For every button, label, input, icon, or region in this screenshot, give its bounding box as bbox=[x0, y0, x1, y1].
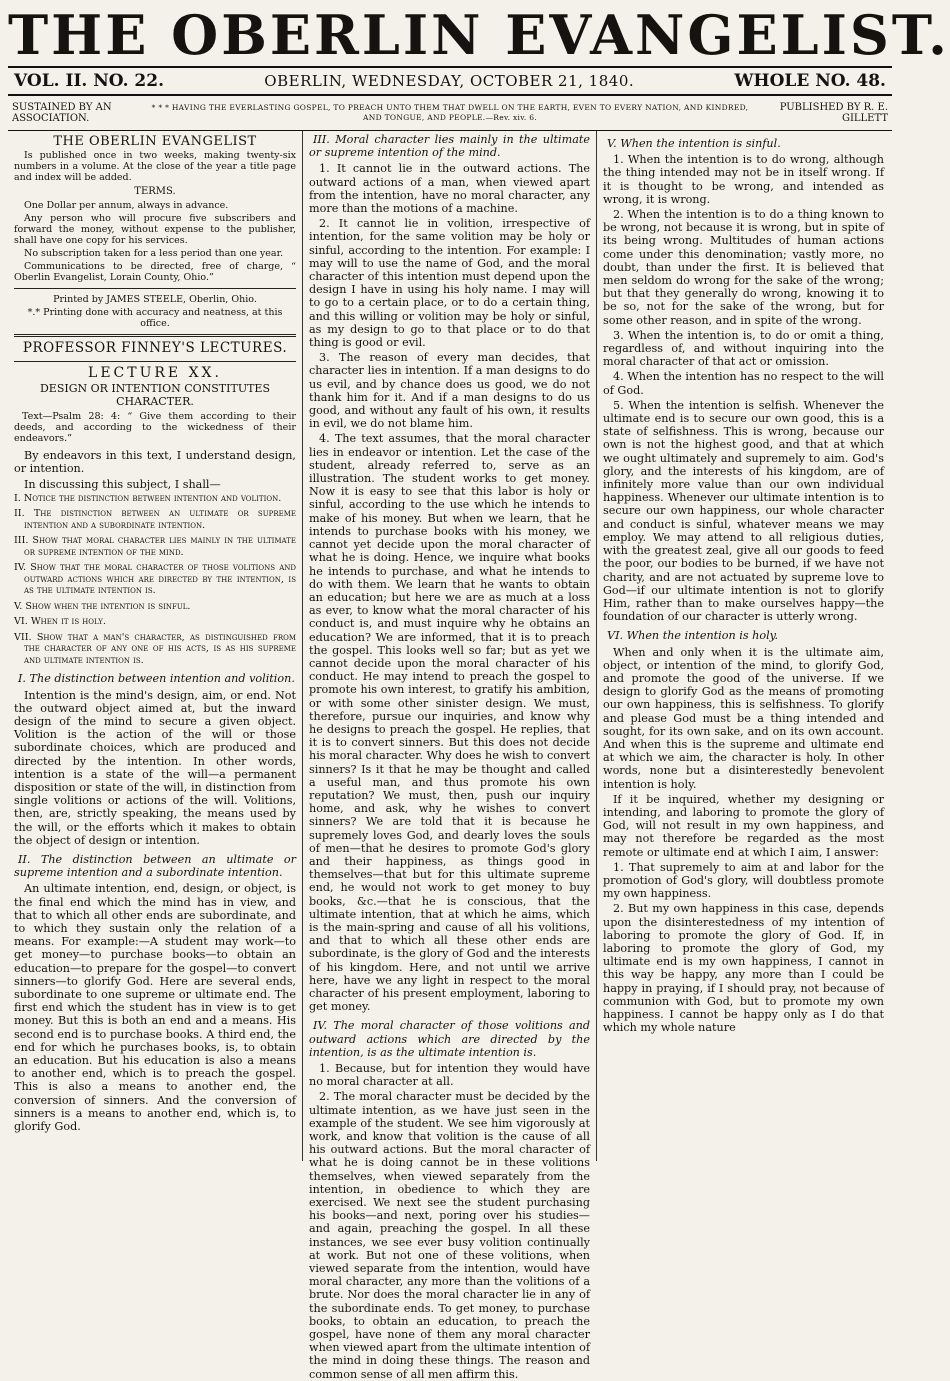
motto: * * * HAVING THE EVERLASTING GOSPEL, TO PREACH UNTO THEM THAT DWELL ON THE EARTH, EVEN TO EVERY NATION, AND KINDRED, AND TONGUE, AND PEOPLE.—Rev. xiv. 6. bbox=[151, 103, 749, 122]
paragraph: 3. The reason of every man decides, that character lies in intention. If a man designs to do us evil, and by chance does us good, we do not thank him for it. And if a man designs to do us good, and without any fault of his own, it results in evil, we do not blame him. bbox=[309, 351, 590, 431]
term-item: Communications to be directed, free of charge, “ Oberlin Evangelist, Lorain County, Ohio.” bbox=[14, 261, 296, 284]
outline-item: V. Show when the intention is sinful. bbox=[14, 600, 191, 612]
paragraph: 1. Because, but for intention they would have no moral character at all. bbox=[309, 1062, 590, 1089]
outline-item: VII. Show that a man's character, as distinguished from the character of any one of his acts, is as his supreme and ultimate intention is. bbox=[14, 631, 296, 666]
subhead bbox=[8, 96, 892, 130]
paragraph: 2. It cannot lie in volition, irrespective of intention, for the same volition may be holy or sinful, according to the intention. For example: I may will to use the name of God, and the moral character of this intention must depend upon the design I have in using his holy name. I may will to go to a certain place, or to do a certain thing, and this willing or volition may be holy or sinful, as my design to go to that place or to do that thing is good or evil. bbox=[309, 217, 590, 350]
paragraph: 4. When the intention has no respect to the will of God. bbox=[603, 370, 884, 397]
divider bbox=[14, 361, 296, 362]
whole-number: WHOLE NO. 48. bbox=[734, 71, 886, 91]
terms-title: TERMS. bbox=[134, 186, 176, 198]
publisher: PUBLISHED BY R. E. GILLETT bbox=[779, 102, 888, 124]
paragraph: 2. When the intention is to do a thing known to be wrong, not because it is wrong, but in spite of its being wrong. Multitudes of human actions come under this denomination; vastly more, no doubt, than under the first. It is believed that men seldom do wrong for the sake of the wrong; but that they generally do wrong, knowing it to be so, not for the sake of the wrong, but for some other reason, and in spite of the wrong. bbox=[603, 208, 884, 327]
outline-item: IV. Show that the moral character of those volitions and outward actions which are directed by the intention, is as the ultimate intention is. bbox=[14, 562, 296, 597]
volume-number: VOL. II. NO. 22. bbox=[14, 71, 164, 91]
column-2 bbox=[302, 131, 596, 1381]
paragraph: 2. But my own happiness in this case, depends upon the disinterestedness of my intention of laboring to promote the glory of God. If, in laboring to promote the glory of God, my ultimate end is my own happiness, I cannot in this way be happy, any more than I could be happy in praying, if I should pray, not because of communion with God, but to promote my own happiness. I cannot be happy only as I do that which my whole nature bbox=[603, 902, 884, 1035]
printer-note: *.* Printing done with accuracy and neatness, at this office. bbox=[27, 307, 283, 330]
paragraph: In discussing this subject, I shall— bbox=[24, 477, 221, 491]
info-title: THE OBERLIN EVANGELIST bbox=[53, 134, 257, 149]
section-heading: II. The distinction between an ultimate or supreme intention and a subordinate intention. bbox=[14, 852, 296, 880]
section-heading: III. Moral character lies mainly in the ultimate or supreme intention of the mind. bbox=[309, 133, 590, 160]
section-heading: V. When the intention is sinful. bbox=[607, 137, 781, 150]
paragraph: When and only when it is the ultimate aim, object, or intention of the mind, to glorify God, and promote the good of the universe. If we design to glorify God as the means of promoting our own happiness, this is selfishness. To glorify and please God must be a thing intended and sought, for its own sake, and on its own account. And when this is the supreme and ultimate end at which we aim, the character is holy. In other words, none but a disinterestedly benevolent intention is holy. bbox=[603, 645, 884, 791]
section-heading: VI. When the intention is holy. bbox=[607, 629, 779, 643]
paragraph: 1. It cannot lie in the outward actions. The outward actions of a man, when viewed apart from the intention, have no moral character, any more than the motions of a machine. bbox=[309, 162, 590, 216]
paragraph: 5. When the intention is selfish. Whenever the ultimate end is to secure our own good, this is a state of selfishness. This is wrong, because our own is not the highest good, and that at which we ought ultimately and supremely to aim. God's glory, and the interests of his kingdom, are of infinitely more value than our own individual happiness. Whenever our ultimate intention is to secure our own happiness, our whole character and conduct is sinful, whatever means we may employ. We may attend to all religious duties, with the greatest zeal, give all our goods to feed the poor, our bodies to be burned, if we have not charity, and are not actuated by supreme love to God—if our ultimate intention is not to glorify Him, rather than to make ourselves happy—the foundation of our character is utterly wrong. bbox=[603, 398, 884, 624]
term-item: No subscription taken for a less period than one year. bbox=[24, 248, 284, 260]
divider bbox=[14, 334, 296, 337]
issue-line bbox=[8, 68, 892, 94]
column-3 bbox=[596, 131, 890, 1161]
lecture-series: PROFESSOR FINNEY'S LECTURES. bbox=[22, 340, 288, 357]
paragraph: An ultimate intention, end, design, or object, is the final end which the mind has in view, and that to which all other ends are subordinate, and to which they sustain only the relation of a means. For example:—A student may work—to get money—to purchase books—to obtain an education—to prepare for the gospel—to convert sinners—to glorify God. Here are several ends, subordinate to one supreme or ultimate end. The first end which the student has in view is to get money. But this is both an end and a means. His second end is to purchase books. A third end, the end for which he purchases books, is, to obtain an education. But his education is also a means to another end, which is to preach the gospel. This is also a means to another end, the conversion of sinners. And the conversion of sinners is a means to another end, which is, to glorify God. bbox=[14, 882, 296, 1134]
paragraph: 1. When the intention is to do wrong, although the thing intended may not be in itself wrong. If it is thought to be wrong, and intended as wrong, it is wrong. bbox=[603, 153, 884, 206]
term-item: Any person who will procure five subscribers and forward the money, without expense to the publisher, shall have one copy for his services. bbox=[14, 213, 296, 247]
outline-item: VI. When it is holy. bbox=[14, 616, 106, 628]
section-heading: IV. The moral character of those volitions and outward actions which are directed by the intention, is as the ultimate intention is. bbox=[309, 1019, 590, 1059]
paragraph: By endeavors in this text, I understand design, or intention. bbox=[14, 449, 296, 476]
outline-item: III. Show that moral character lies mainly in the ultimate or supreme intention of the mind. bbox=[14, 535, 296, 558]
paragraph: 4. The text assumes, that the moral character lies in endeavor or intention. Let the case of the student, already referred to, serve as an illustration. The student works to get money. Now it is easy to see that this labor is holy or sinful, according to the use which he intends to make of his money. But when we learn, that he intends to purchase books with his money, we cannot yet decide upon the moral character of what he is doing. Hence, we inquire what books he intends to purchase, and what he intends to do with them. We learn that he wants to obtain an education; but here we are as much at a loss as ever, to know what the moral character of his conduct is, and must inquire why he obtains an education? We are informed, that it is to preach the gospel. This looks well so far; but as yet we cannot decide upon the moral character of his conduct. He may intend to preach the gospel to promote his own interest, to gratify his ambition, or with some other sinister design. We must, therefore, pursue our inquiries, and know why he designs to preach the gospel. He replies, that it is to convert sinners. But this does not decide his moral character. Why does he wish to convert sinners? Is it that he may be thought and called a useful man, and thus promote his own reputation? We must, then, push our inquiry home, and ask, why he wishes to convert sinners? We are told that it is because he supremely loves God, and dearly loves the souls of men—that he desires to promote God's glory and their happiness, as things good in themselves—that but for this ultimate supreme end, he would not work to get money to buy books, &c.—that he is conscious, that the ultimate intention, that at which he aims, which is the main-spring and cause of all his volitions, and that to which all these other ends are subordinate, is the glory of God and the interests of his kingdom. Here, and not until we arrive here, have we any light in respect to the moral character of his present employment, laboring to get money. bbox=[309, 432, 590, 1014]
paragraph: Intention is the mind's design, aim, or end. Not the outward object aimed at, but the inward design of the mind to secure a given object. Volition is the action of the will or those subordinate choices, which are produced and directed by the intention. In other words, intention is a state of the will—a permanent disposition or state of the will, in distinction from single volitions or actions of the will. Volitions, then, are, strictly speaking, the means used by the will, or the efforts which it makes to obtain the object of design or intention. bbox=[14, 688, 296, 847]
lecture-text: Text—Psalm 28: 4: “ Give them according to their deeds, and according to the wickedness of their endeavors.” bbox=[14, 411, 296, 445]
term-item: One Dollar per annum, always in advance. bbox=[24, 200, 229, 212]
outline-item: II. The distinction between an ultimate or supreme intention and a subordinate intention. bbox=[14, 508, 296, 531]
outline-item: I. Notice the distinction between intention and volition. bbox=[14, 492, 282, 504]
terms-list bbox=[14, 200, 296, 283]
paragraph: 3. When the intention is, to do or omit a thing, regardless of, and without inquiring into the moral character of that act or omission. bbox=[603, 328, 884, 369]
masthead-title: THE OBERLIN EVANGELIST. bbox=[8, 3, 950, 67]
paragraph: If it be inquired, whether my designing or intending, and laboring to promote the glory of God, will not result in my own happiness, and may not therefore be regarded as the most remote or ultimate end at which I aim, I answer: bbox=[603, 792, 884, 859]
column-1 bbox=[8, 131, 302, 1161]
sustained-by: SUSTAINED BY AN ASSOCIATION. bbox=[12, 102, 112, 124]
columns bbox=[8, 131, 892, 1381]
printer-line: Printed by JAMES STEELE, Oberlin, Ohio. bbox=[53, 294, 257, 306]
outline-list bbox=[14, 493, 296, 667]
paragraph: 2. The moral character must be decided by the ultimate intention, as we have just seen in the example of the student. We see him vigorously at work, and know that volition is the cause of all his outward actions. But the moral character of what he is doing cannot be in these volitions themselves, when viewed separately from the intention, in obedience to which they are exercised. We next see the student purchasing his books—and next, poring over his studies—and again, preaching the gospel. In all these instances, we see ever busy volition continually at work. But not one of these volitions, when viewed separate from the intention, would have moral character, any more than the volitions of a brute. Nor does the moral character lie in any of the subordinate ends. To get money, to purchase books, to obtain an education, to preach the gospel, have none of them any moral character when viewed apart from the ultimate intention of the mind in doing these things. The reason and common sense of all men affirm this. bbox=[309, 1090, 590, 1381]
lecture-number: LECTURE XX. bbox=[88, 364, 222, 381]
dateline: OBERLIN, WEDNESDAY, OCTOBER 21, 1840. bbox=[264, 72, 635, 90]
info-intro: Is published once in two weeks, making twenty-six numbers in a volume. At the close of the year a title page and index will be added. bbox=[14, 150, 296, 184]
newspaper-page bbox=[8, 3, 950, 1381]
section-heading: I. The distinction between intention and volition. bbox=[18, 672, 295, 686]
lecture-title: DESIGN OR INTENTION CONSTITUTES CHARACTER. bbox=[39, 381, 270, 409]
divider bbox=[14, 288, 296, 289]
paragraph: 1. That supremely to aim at and labor for the promotion of God's glory, will doubtless promote my own happiness. bbox=[603, 860, 884, 901]
